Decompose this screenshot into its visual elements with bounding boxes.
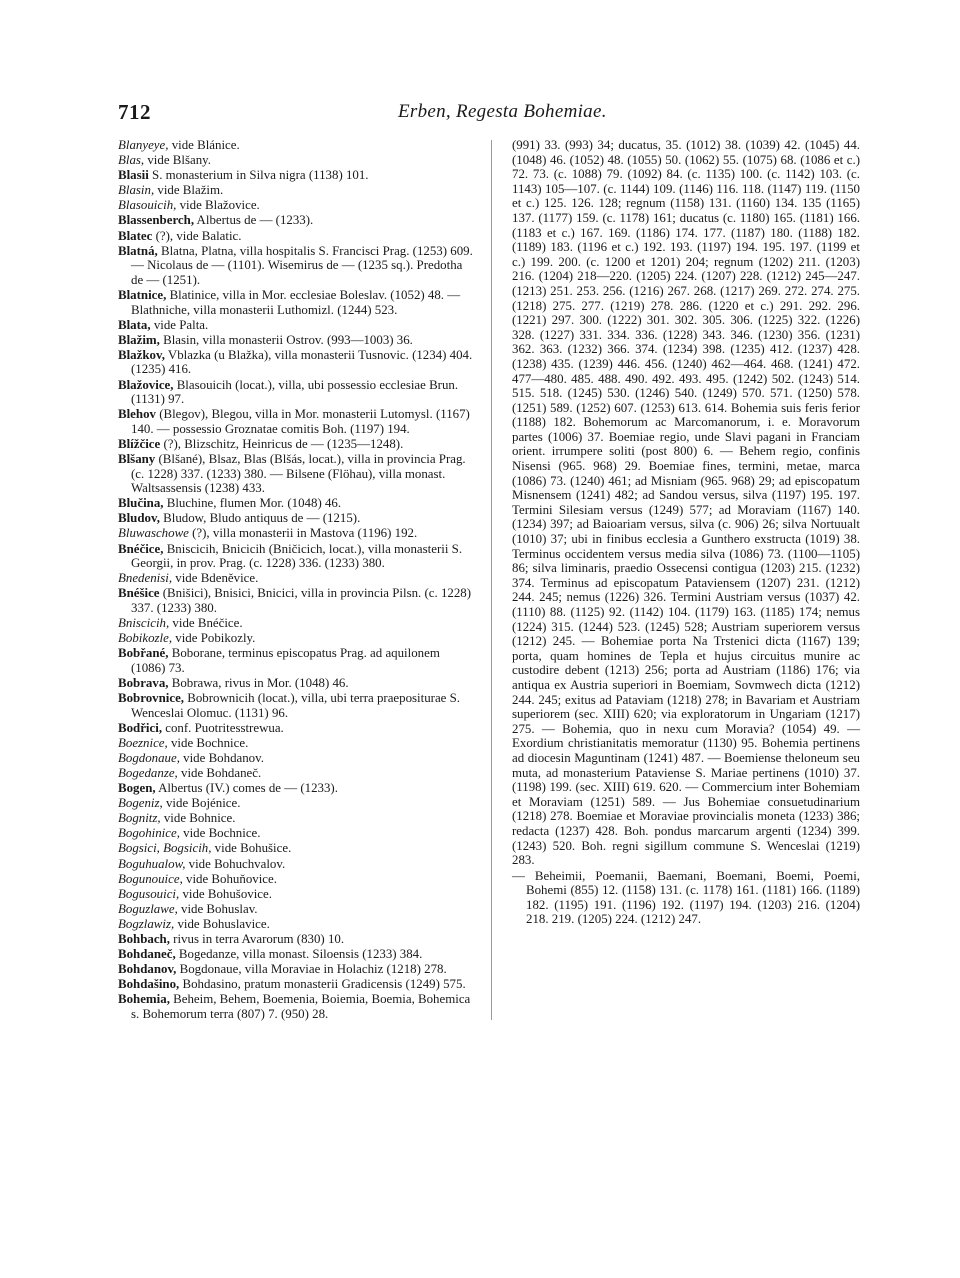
entry-text: vide Bohušice. [211, 841, 292, 856]
entry-text: Albertus de — (1233). [194, 213, 314, 228]
index-entry [118, 887, 473, 902]
index-entry [118, 452, 473, 496]
page-number: 712 [118, 100, 151, 124]
entry-text: vide Bohnice. [160, 811, 236, 826]
entry-text: Beheim, Behem, Boemenia, Boiemia, Boemia, Bohemica s. Bohemorum terra (807) 7. (950) 28. [131, 992, 471, 1021]
entry-headword: Blassenberch, [118, 213, 195, 228]
entry-headword: Bohemia, [118, 992, 170, 1007]
entry-text: vide Bohuslavice. [174, 916, 270, 931]
entry-headword: Bogsici, Bogsicih, [118, 841, 212, 856]
index-entry [118, 857, 473, 872]
entry-text: vide Bohušovice. [179, 886, 272, 901]
entry-text: Albertus (IV.) comes de — (1233). [155, 781, 338, 796]
entry-text: vide Blažovice. [176, 198, 260, 213]
index-entry [118, 992, 473, 1021]
entry-text: vide Bochnice. [179, 826, 261, 841]
entry-text: S. monasterium in Silva nigra (1138) 101. [148, 168, 369, 183]
entry-headword: Boeznice, [118, 735, 168, 750]
entry-text: Blasin, villa monasterii Ostrov. (993—1003) 36. [159, 332, 413, 347]
entry-text: Bohdasino, pratum monasterii Gradicensis (1249) 575. [179, 977, 466, 992]
entry-text: Blatinice, villa in Mor. ecclesiae Boleslav. (1052) 48. — Blathniche, villa monasterii Luthomizl. (1244) 523. [131, 287, 461, 317]
index-entry [118, 721, 473, 736]
index-entry [118, 841, 473, 856]
index-entry [118, 333, 473, 348]
entry-headword: Bohdanov, [118, 962, 177, 977]
index-entry [118, 407, 473, 436]
entry-text: rivus in terra Avarorum (830) 10. [169, 931, 345, 946]
index-entry [118, 616, 473, 631]
index-entry [118, 168, 473, 183]
entry-text: vide Palta. [150, 317, 209, 332]
index-entry [118, 229, 473, 244]
subentry-paragraph: — Beheimii, Poemanii, Baemani, Boemani, Boemi, Poemi, Bohemi (855) 12. (1158) 131. (c. 1178) 161. (1181) 166. (1189) 182. (1195) 191. (1196) 192. (1197) 194. (1203) 216. (1204) 218. 219. (1205) 224. (1212) 247. [512, 868, 860, 927]
entry-headword: Bniscicih, [118, 616, 170, 630]
entry-headword: Bohdaneč, [118, 947, 176, 962]
entry-text: vide Bochnice. [167, 735, 249, 750]
continuation-paragraph: (991) 33. (993) 34; ducatus, 35. (1012) 38. (1039) 42. (1045) 44. (1048) 46. (1052) 48. (1055) 50. (1062) 55. (1075) 68. (1086 et c.) 72. 73. (c. 1088) 79. (1092) 84. (c. 1135) 100. (c. 1142) 103. (c. 1143) 105—107. (c. 1144) 109. (1146) 116. 118. (1147) 119. (1150 et c.) 125. 126. 128; regnum (1158) 131. (1160) 134. 135 (1165) 137. (1177) 159. (c. 1178) 161; ducatus (c. 1180) 165. (1181) 166. (1183 et c.) 167. 169. (1186) 174. 177. (1187) 180. (1188) 182. (1189) 183. (1196 et c.) 192. 193. (1197) 194. 195. 197. (1199 et c.) 199. 200. (c. 1200 et 1201) 204; regnum (1202) 211. (1203) 216. (1204) 218—220. (1205) 224. (1207) 228. (1212) 245—247. (1213) 251. 253. 256. (1216) 267. 268. (1217) 269. 272. 274. 275. (1218) 275. 277. (1219) 278. 286. (1220 et c.) 291. 292. 296. (1221) 297. 300. (1222) 301. 302. 305. 306. (1225) 322. (1226) 328. (1227) 331. 334. 336. (1228) 343. 346. (1230) 356. (1231) 362. 363. (1232) 366. 374. (1234) 398. (1235) 412. (1237) 428. (1238) 435. (1239) 446. 456. (1240) 462—464. 468. (1241) 472. 477—480. 485. 488. 490. 492. 493. 495. (1242) 502. (1243) 514. 515. 518. (1245) 530. (1246) 540. (1249) 570. 571. (1250) 578. (1251) 589. (1252) 607. (1253) 613. 614. Bohemia suis feris ferior (1188) 182. Bohemorum ac Marcomanorum, i. e. Moravorum partes (1006) 37. Boemiae regio, unde Slavi pagani in Franciam orient. irrumpere soliti (post 800) 6. — Behem regio, confinis Nisensi (965. 968) 29. Boemiae fines, termini, metae, marca (1086) 73. (1240) 461; ad Misniam (965. 968) 29; ad episcopatum Misnensem (1241) 482; ad Sandou versus, silva (1197) 195. 197. Termini Silesiam versus (1249) 577; ad Moraviam (1167) 140. (1234) 397; ad Baioariam versus, silva (c. 906) 26; silva Nortuualt (1010) 37; ubi in finibus ecclesia a Gunthero exstructa (1019) 38. Terminus occidentem versus media silva (1086) 73. (1100—1105) 86; silva liminaris, praedio Ossecensi contigua (1203) 215. (1232) 374. Terminus ad episcopatum Pataviensem (1207) 231. (1212) 244. 245; nemus (1226) 326. Termini Austriam versus (1037) 42. (1110) 88. (1125) 92. (1142) 104. (1179) 163. (1185) 174; nemus (1224) 315. (1244) 523. (1245) 528; Austriam superiorem versus (1212) 245. — Bohemiae porta Na Trstenici dicta (1167) 139; porta, quam homines de Tepla et hujus circuitus munire ac custodire debent (1213) 256; porta ad Austriam (1186) 176; via antiqua ex Austria superiori in Boemiam, Sovmwech dicta (1212) 244. 245; exitus ad Pataviam (1218) 278; in Bavariam et Austriam superiorem (sec. XIII) 620; via exploratorum in Ungariam (1217) 275. — Bohemia, quo in nexu cum Moravia? (1054) 49. — Exordium christianitatis memoratur (1130) 95. Bohemia pertinens ad diocesin Maguntinam (1241) 487. — Boemiense theloneum seu muta, ad monasterium Pataviense S. Mariae pertinens (1010) 37. (1198) 199. (sec. XIII) 619. 620. — Commercium inter Bohemiam et Moraviam (1251) 589. — Jus Bohemiae consuetudinarium (1218) 278. Boemiae et Moraviae provincialis moneta (1233) 386; redacta (1237) 428. Boh. pondus marcarum argenti (1234) 399. (1243) 520. Boh. regni sigillum commune S. Wenceslai (1219) 283. [512, 138, 860, 868]
right-column [512, 138, 860, 927]
entry-headword: Bogusouici, [118, 886, 180, 901]
column-divider [491, 140, 492, 1020]
entry-text: Bobrownicih (locat.), villa, ubi terra praepositurae S. Wenceslai Olomuc. (1131) 96. [131, 690, 461, 720]
entry-text: vide Bdeněvice. [172, 571, 259, 586]
index-entry [118, 198, 473, 213]
entry-headword: Bludov, [118, 511, 160, 526]
entry-headword: Bogunouice, [118, 871, 183, 886]
entry-text: (?), Blizschitz, Heinricus de — (1235—1248). [160, 436, 404, 451]
entry-headword: Bluwaschowe [118, 526, 189, 541]
entry-text: Boborane, terminus episcopatus Prag. ad aquilonem (1086) 73. [131, 646, 440, 675]
entry-headword: Bnéčice, [118, 541, 164, 556]
entry-headword: Blas, [118, 153, 145, 168]
entry-headword: Bnéšice [118, 586, 160, 601]
entry-text: vide Bohdanov. [179, 750, 264, 765]
entry-text: (Blegov), Blegou, villa in Mor. monasterii Lutomysl. (1167) 140. — possessio Groznatae comitis Boh. (1197) 194. [131, 407, 470, 436]
index-entry [118, 318, 473, 333]
entry-headword: Blatnice, [118, 287, 167, 302]
entry-headword: Bogzlawiz, [118, 916, 175, 931]
index-entry [118, 378, 473, 407]
index-entry [118, 153, 473, 168]
index-entry [118, 766, 473, 781]
index-entry [118, 348, 473, 377]
entry-headword: Blatec [118, 228, 153, 243]
page-header [118, 100, 878, 130]
index-entry [118, 736, 473, 751]
index-entry [118, 631, 473, 646]
entry-text: vide Bohuňovice. [182, 871, 277, 886]
entry-headword: Blížčice [118, 436, 161, 451]
entry-headword: Boguhualow, [118, 856, 186, 871]
entry-text: vide Bohuslav. [177, 901, 258, 916]
entry-text: vide Bohuchvalov. [185, 856, 286, 871]
entry-text: vide Pobikozly. [172, 631, 256, 646]
entry-headword: Bnedenisi, [118, 571, 173, 586]
index-entry [118, 917, 473, 932]
entry-text: vide Blšany. [144, 153, 211, 168]
index-entry [118, 811, 473, 826]
entry-headword: Blšany [118, 451, 156, 466]
entry-text: (?), villa monasterii in Mastova (1196) 192. [188, 526, 418, 541]
entry-headword: Blatná, [118, 243, 158, 258]
entry-headword: Blučina, [118, 496, 164, 511]
entry-headword: Bobrovnice, [118, 690, 185, 705]
entry-headword: Bogdonaue, [118, 750, 180, 765]
entry-text: Bogedanze, villa monast. Siloensis (1233) 384. [175, 947, 423, 962]
entry-headword: Blasin, [118, 183, 155, 198]
index-entry [118, 932, 473, 947]
entry-headword: Blažovice, [118, 377, 174, 392]
entry-text: (Blšané), Blsaz, Blas (Blšás, locat.), villa in provincia Prag. (c. 1228) 337. (1233) 380. — Bilsene (Flöhau), villa monast. Waltsassensis (1238) 433. [131, 451, 466, 496]
entry-text: vide Blánice. [168, 138, 240, 152]
entry-text: Bobrawa, rivus in Mor. (1048) 46. [168, 675, 349, 690]
index-entry [118, 586, 473, 615]
entry-headword: Blasii [118, 168, 149, 183]
entry-text: Bludow, Bludo antiquus de — (1215). [159, 511, 361, 526]
entry-text: (?), vide Balatic. [152, 228, 242, 243]
running-head: Erben, Regesta Bohemiae. [398, 101, 607, 122]
index-entry [118, 138, 473, 153]
index-entry [118, 962, 473, 977]
entry-headword: Blata, [118, 317, 151, 332]
entry-text: (Bnišici), Bnisici, Bnicici, villa in provincia Pilsn. (c. 1228) 337. (1233) 380. [131, 586, 472, 615]
entry-text: vide Bnéčice. [169, 616, 243, 630]
entry-text: Bluchine, flumen Mor. (1048) 46. [163, 496, 342, 511]
entry-headword: Bobřané, [118, 646, 169, 661]
entry-headword: Bogen, [118, 781, 156, 796]
index-entry [118, 872, 473, 887]
entry-headword: Blehov [118, 407, 156, 422]
index-entry [118, 691, 473, 720]
entry-headword: Bohbach, [118, 931, 170, 946]
entry-headword: Blažim, [118, 332, 160, 347]
index-entry [118, 947, 473, 962]
entry-headword: Blasouicih, [118, 198, 177, 213]
entry-headword: Bobikozle, [118, 631, 173, 646]
entry-headword: Boguzlawe, [118, 901, 178, 916]
index-entry [118, 511, 473, 526]
entry-text: Blatna, Platna, villa hospitalis S. Francisci Prag. (1253) 609. — Nicolaus de — (1101). Wisemirus de — (1235 sq.). Predotha de — (1251). [131, 243, 473, 287]
index-entry [118, 571, 473, 586]
index-entry [118, 437, 473, 452]
index-entry [118, 977, 473, 992]
entry-text: conf. Puotritesstrewua. [162, 720, 284, 735]
index-entry [118, 796, 473, 811]
index-entry [118, 676, 473, 691]
entry-headword: Bogedanze, [118, 765, 178, 780]
index-entry [118, 646, 473, 675]
entry-headword: Bogohinice, [118, 826, 180, 841]
entry-headword: Bognitz, [118, 811, 161, 826]
index-entry [118, 288, 473, 317]
index-entry [118, 902, 473, 917]
index-entry [118, 826, 473, 841]
index-entry [118, 781, 473, 796]
entry-text: Bniscicih, Bnicicih (Bničicich, locat.), villa monasterii S. Georgii, in prov. Prag. (c. 1228) 336. (1233) 380. [131, 541, 463, 571]
entry-headword: Bobrava, [118, 675, 169, 690]
entry-headword: Blažkov, [118, 347, 165, 362]
entry-text: Bogdonaue, villa Moraviae in Holachiz (1218) 278. [176, 962, 447, 977]
entry-text: vide Bohdaneč. [177, 765, 262, 780]
entry-text: vide Bojénice. [162, 796, 241, 811]
entry-headword: Bogeniz, [118, 796, 163, 811]
index-entry [118, 542, 473, 571]
index-entry [118, 526, 473, 541]
entry-text: Blasouicih (locat.), villa, ubi possessio ecclesiae Brun. (1131) 97. [131, 377, 459, 407]
index-entry [118, 183, 473, 198]
entry-headword: Blanyeye, [118, 138, 169, 152]
entry-headword: Bodřici, [118, 720, 163, 735]
left-column [118, 138, 473, 1022]
index-entry [118, 751, 473, 766]
index-entry [118, 496, 473, 511]
entry-text: vide Blažim. [154, 183, 224, 198]
entry-text: Vblazka (u Blažka), villa monasterii Tusnovic. (1234) 404. (1235) 416. [131, 347, 473, 377]
entry-headword: Bohdašino, [118, 977, 180, 992]
index-entry [118, 244, 473, 288]
index-entry [118, 213, 473, 228]
